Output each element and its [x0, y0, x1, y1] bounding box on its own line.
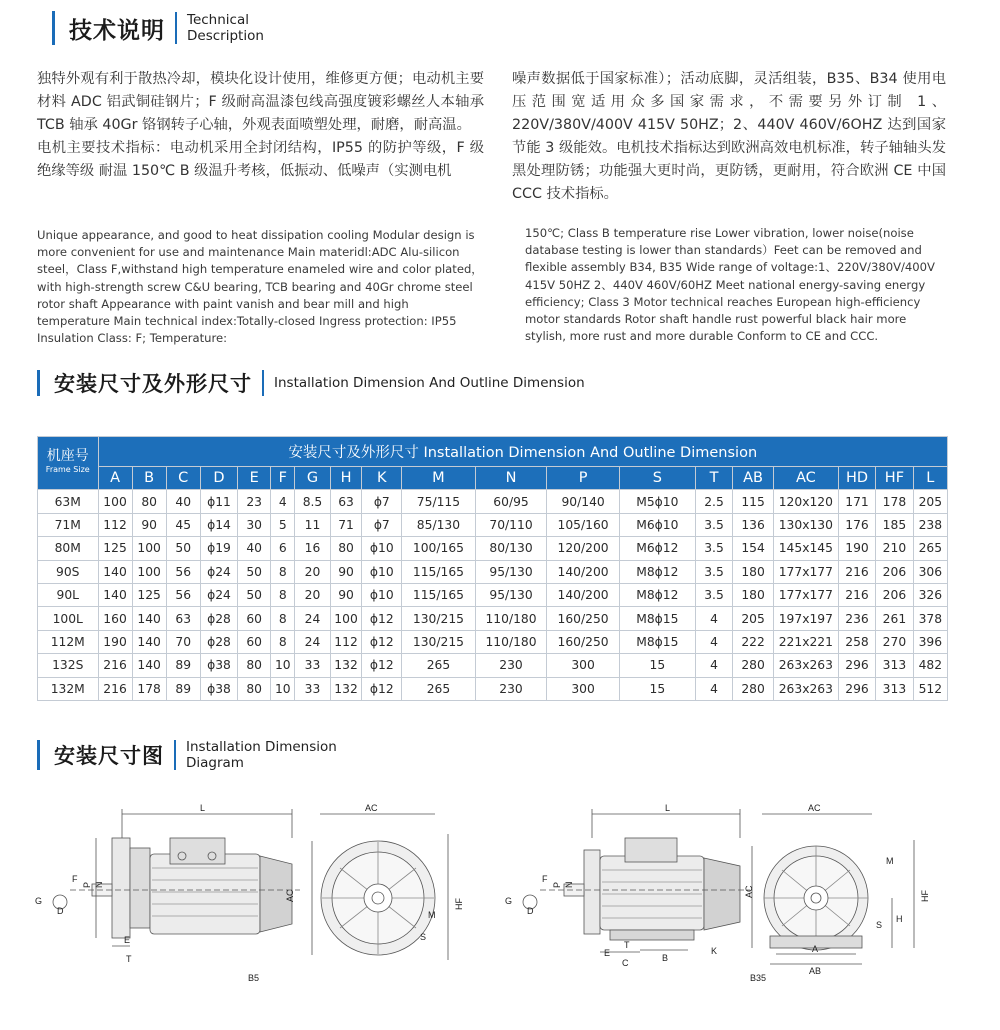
dimension-cell: 171 [838, 490, 875, 513]
dimension-cell: 263x263 [773, 654, 838, 677]
section-title-cn: 安装尺寸图 [54, 744, 164, 768]
table-row [38, 654, 948, 677]
terminal-box [625, 838, 677, 862]
label-d: D [527, 906, 534, 916]
dimension-cell: 89 [166, 677, 200, 700]
section-title-cn: 安装尺寸及外形尺寸 [54, 372, 252, 396]
dimension-cell: 60 [238, 607, 271, 630]
dimension-cell: 100 [132, 537, 166, 560]
dimension-cell: ϕ19 [200, 537, 237, 560]
dimension-cell: ϕ12 [362, 607, 402, 630]
dimension-cell: 197x197 [773, 607, 838, 630]
dimension-cell: 80 [238, 677, 271, 700]
dimension-cell: 80 [330, 537, 362, 560]
dimension-cell: ϕ38 [200, 654, 237, 677]
column-header-hd: HD [838, 467, 875, 490]
dimension-cell: 265 [402, 677, 476, 700]
label-p: P [82, 881, 92, 888]
dimension-cell: 296 [838, 677, 875, 700]
column-header-g: G [295, 467, 330, 490]
dimension-cell: 238 [913, 513, 947, 536]
table-row [38, 607, 948, 630]
dimension-cell: 95/130 [475, 583, 547, 606]
dimension-cell: 236 [838, 607, 875, 630]
dimension-cell: 40 [238, 537, 271, 560]
dimension-cell: 90 [330, 560, 362, 583]
dimension-cell: 15 [619, 654, 695, 677]
dimension-cell: 221x221 [773, 630, 838, 653]
label-g: G [35, 896, 43, 906]
dimension-cell: 258 [838, 630, 875, 653]
dimension-cell: 11 [295, 513, 330, 536]
section-title-en-line1: Technical [187, 12, 249, 28]
dimension-cell: 125 [98, 537, 132, 560]
dimension-cell: 396 [913, 630, 947, 653]
column-header-k: K [362, 467, 402, 490]
dimension-cell: 326 [913, 583, 947, 606]
frame-size-label-en: Frame Size [45, 465, 90, 475]
column-header-b: B [132, 467, 166, 490]
dimension-cell: 130/215 [402, 607, 476, 630]
dimension-cell: 70 [166, 630, 200, 653]
dimension-cell: 216 [838, 583, 875, 606]
caption-b35: B35 [750, 973, 767, 983]
terminal-box [170, 838, 225, 864]
frame-size-cell: 80M [38, 537, 99, 560]
dimension-cell: 300 [547, 654, 620, 677]
dimension-cell: 512 [913, 677, 947, 700]
dimension-cell: 140/200 [547, 560, 620, 583]
dimension-cell: 112 [98, 513, 132, 536]
dimension-cell: 90/140 [547, 490, 620, 513]
dimension-cell: 180 [733, 560, 774, 583]
label-t: T [624, 940, 630, 950]
dimension-cell: 8.5 [295, 490, 330, 513]
column-header-h: H [330, 467, 362, 490]
dimension-cell: 85/130 [402, 513, 476, 536]
frame-size-cell: 132M [38, 677, 99, 700]
caption-b5: B5 [248, 973, 260, 983]
dimension-cell: 15 [619, 677, 695, 700]
dimension-cell: 120x120 [773, 490, 838, 513]
dimension-cell: 216 [98, 677, 132, 700]
dimension-cell: 177x177 [773, 560, 838, 583]
dimension-cell: 115 [733, 490, 774, 513]
section-divider [174, 740, 176, 770]
feet [610, 930, 694, 940]
label-hf: HF [454, 898, 464, 910]
dimension-cell: 205 [913, 490, 947, 513]
dimension-cell: 190 [98, 630, 132, 653]
section-technical-header [52, 10, 264, 46]
dimension-cell: 112 [330, 630, 362, 653]
dimension-cell: 4 [695, 607, 732, 630]
dimension-cell: 100 [98, 490, 132, 513]
section-bar [52, 11, 55, 45]
dimension-cell: 4 [695, 630, 732, 653]
dimension-cell: 216 [98, 654, 132, 677]
dimension-cell: 120/200 [547, 537, 620, 560]
section-title-en-line2: Description [187, 28, 264, 44]
dimension-cell: 270 [876, 630, 913, 653]
section-diagram-header [37, 737, 337, 773]
dimension-cell: 230 [475, 677, 547, 700]
dimension-cell: 145x145 [773, 537, 838, 560]
motor-body [600, 856, 704, 930]
label-m: M [428, 910, 436, 920]
dimension-cell: 140 [132, 607, 166, 630]
frame-size-cell: 90S [38, 560, 99, 583]
label-ac-side: AC [285, 889, 295, 902]
section-title-en [187, 12, 264, 44]
dimension-cell: 10 [271, 677, 295, 700]
frame-size-cell: 71M [38, 513, 99, 536]
label-t: T [126, 954, 132, 964]
table-row [38, 560, 948, 583]
dimension-cell: ϕ10 [362, 583, 402, 606]
column-header-l: L [913, 467, 947, 490]
table-title: 安装尺寸及外形尺寸 Installation Dimension And Outline Dimension [98, 437, 948, 467]
tech-cn-para-3: 噪声数据低于国家标准）；活动底脚，灵活组装，B35、B34 使用电压范围宽适用众多国家需求，不需要另外订制 1、220V/380V/400V 415V 50HZ；2、440V 460V/6OHZ 达到国家节能 3 级能效。电机技术指标达到欧洲高效电机标准，转子轴轴头发黑处理防锈；功能强大更时尚，更防锈，更耐用，符合欧洲 CE 中国 CCC 技术指标。 [512, 71, 946, 202]
dimension-cell: 115/165 [402, 583, 476, 606]
dimension-cell: 10 [271, 654, 295, 677]
section-title-en-line1: Installation Dimension [186, 739, 337, 755]
table-row [38, 490, 948, 513]
dimension-cell: ϕ12 [362, 630, 402, 653]
frame-size-cell: 63M [38, 490, 99, 513]
dimension-cell: 185 [876, 513, 913, 536]
tech-text-en-right [525, 225, 945, 345]
dimension-cell: 261 [876, 607, 913, 630]
dimension-cell: 80 [238, 654, 271, 677]
label-n: N [564, 881, 574, 888]
dimension-cell: 4 [695, 654, 732, 677]
dimension-cell: 230 [475, 654, 547, 677]
frame-size-cell: 100L [38, 607, 99, 630]
dimension-cell: 130x130 [773, 513, 838, 536]
label-f: F [542, 874, 548, 884]
table-row [38, 677, 948, 700]
tech-cn-para-2: 电机主要技术指标：电动机采用全封闭结构，IP55 的防护等级，F 级绝缘等级 耐温 150℃ B 级温升考核，低振动、低噪声（实测电机 [37, 140, 484, 179]
table-body [38, 490, 948, 701]
dimension-cell: 222 [733, 630, 774, 653]
dimension-cell: 306 [913, 560, 947, 583]
column-header-m: M [402, 467, 476, 490]
dimension-cell: ϕ14 [200, 513, 237, 536]
dimension-cell: ϕ28 [200, 607, 237, 630]
dimension-cell: 136 [733, 513, 774, 536]
dimension-cell: 50 [238, 583, 271, 606]
frame-size-cell: 90L [38, 583, 99, 606]
dimension-cell: 177x177 [773, 583, 838, 606]
dimension-cell: 125 [132, 583, 166, 606]
dimension-cell: 56 [166, 560, 200, 583]
column-header-d: D [200, 467, 237, 490]
dimension-cell: 95/130 [475, 560, 547, 583]
column-header-e: E [238, 467, 271, 490]
section-title-cn: 技术说明 [69, 17, 165, 44]
dimension-cell: 60/95 [475, 490, 547, 513]
dimension-cell: 154 [733, 537, 774, 560]
column-header-f: F [271, 467, 295, 490]
dimension-cell: ϕ28 [200, 630, 237, 653]
dimension-cell: 132 [330, 677, 362, 700]
dimension-cell: 313 [876, 654, 913, 677]
dimension-cell: 50 [238, 560, 271, 583]
dimension-cell: 70/110 [475, 513, 547, 536]
dimension-cell: ϕ38 [200, 677, 237, 700]
dimension-cell: 263x263 [773, 677, 838, 700]
label-ac-side: AC [744, 885, 754, 898]
dimension-cell: 280 [733, 654, 774, 677]
dimension-cell: 296 [838, 654, 875, 677]
label-ab: AB [809, 966, 822, 976]
label-l: L [665, 803, 671, 813]
label-n: N [94, 881, 104, 888]
dimension-cell: M5ϕ10 [619, 490, 695, 513]
dimension-cell: 4 [695, 677, 732, 700]
dimension-cell: 80 [132, 490, 166, 513]
dimension-cell: 8 [271, 560, 295, 583]
dimension-cell: 75/115 [402, 490, 476, 513]
dimension-cell: 63 [166, 607, 200, 630]
dimension-cell: 45 [166, 513, 200, 536]
dimension-cell: ϕ7 [362, 490, 402, 513]
dimension-cell: 40 [166, 490, 200, 513]
section-divider [175, 12, 177, 44]
tech-en-para-left: Unique appearance, and good to heat dissipation cooling Modular design is more convenient for use and maintenance Main materidl:ADC Alu-silicon steel，Class F,withstand high temperature enameled wire and color plated，with high-strength screw C&U bearing, TCB bearing and 40Gr chrome steel rotor shaft Appearance with paint vanish and bear mill and high temperature Main technical index:Totally-closed Ingress protection: IP55 Insulation Class: F; Temperature: [37, 228, 483, 346]
tech-en-para-right: 150℃; Class B temperature rise Lower vibration, lower noise(noise database testing is lower than standards）Feet can be removed and flexible assembly B34, B35 Wide range of voltage:1、220V/380V/400V 415V 50HZ 2、440V 460V/60HZ Meet national energy-saving energy efficiency; Class 3 Motor technical reaches European high-efficiency motor standards Rotor shaft handle rust powerful black hair more stylish, more rust and more durable Conform to CE and CCC. [525, 226, 935, 344]
section-title-en: Installation Dimension And Outline Dimension [274, 375, 585, 391]
tech-text-en-left [37, 227, 484, 347]
dimension-cell: 110/180 [475, 607, 547, 630]
diagram-b5 [30, 798, 480, 988]
dimension-cell: 4 [271, 490, 295, 513]
label-b: B [662, 953, 669, 963]
dimension-cell: 50 [166, 537, 200, 560]
label-h: H [896, 914, 903, 924]
dimension-cell: 130/215 [402, 630, 476, 653]
dimension-cell: 5 [271, 513, 295, 536]
table-row [38, 513, 948, 536]
frame-size-header [38, 437, 99, 490]
dimension-cell: 132 [330, 654, 362, 677]
dimension-cell: 6 [271, 537, 295, 560]
dimension-cell: 210 [876, 537, 913, 560]
dimension-cell: 24 [295, 630, 330, 653]
dimension-cell: 482 [913, 654, 947, 677]
dimension-cell: 100 [132, 560, 166, 583]
dimension-cell: ϕ24 [200, 583, 237, 606]
label-p: P [552, 881, 562, 888]
dimension-cell: 160/250 [547, 630, 620, 653]
section-bar [37, 740, 40, 770]
tech-cn-para-1: 独特外观有利于散热冷却，模块化设计使用，维修更方便；电动机主要材料 ADC 铝武铜硅钢片；F 级耐高温漆包线高强度镀彩螺丝人本轴承 TCB 轴承 40Gr 铬钢转子心轴，外观表面喷塑处理，耐磨，耐高温。 [37, 71, 484, 133]
label-ac-top: AC [808, 803, 821, 813]
dimension-cell: 23 [238, 490, 271, 513]
dimension-cell: M8ϕ12 [619, 583, 695, 606]
label-k: K [711, 946, 718, 956]
tech-text-cn-left [37, 68, 484, 183]
dimension-cell: 90 [330, 583, 362, 606]
table-row [38, 583, 948, 606]
dimension-cell: ϕ7 [362, 513, 402, 536]
label-f: F [72, 874, 78, 884]
dimension-cell: 90 [132, 513, 166, 536]
table-row [38, 537, 948, 560]
section-divider [262, 370, 264, 396]
dimension-cell: 280 [733, 677, 774, 700]
dimension-cell: 60 [238, 630, 271, 653]
label-s: S [876, 920, 883, 930]
column-header-ac: AC [773, 467, 838, 490]
dimension-cell: ϕ11 [200, 490, 237, 513]
flange [112, 838, 130, 938]
dimension-cell: 178 [132, 677, 166, 700]
label-g: G [505, 896, 513, 906]
dimension-cell: 140 [98, 583, 132, 606]
column-header-ab: AB [733, 467, 774, 490]
dimension-cell: ϕ12 [362, 654, 402, 677]
dimension-cell: 56 [166, 583, 200, 606]
dimension-cell: 176 [838, 513, 875, 536]
dimension-cell: 16 [295, 537, 330, 560]
flange [584, 850, 600, 934]
dimension-cell: 160 [98, 607, 132, 630]
dimension-cell: 206 [876, 583, 913, 606]
motor-body [150, 854, 260, 934]
label-c: C [622, 958, 629, 968]
fan-cover [704, 858, 740, 930]
dimension-cell: ϕ10 [362, 560, 402, 583]
dimension-cell: 8 [271, 607, 295, 630]
column-header-n: N [475, 467, 547, 490]
label-ac-top: AC [365, 803, 378, 813]
dimension-cell: 2.5 [695, 490, 732, 513]
dimension-cell: 8 [271, 630, 295, 653]
label-hf: HF [920, 890, 930, 902]
dimension-cell: 115/165 [402, 560, 476, 583]
dimension-cell: ϕ12 [362, 677, 402, 700]
column-header-hf: HF [876, 467, 913, 490]
column-header-s: S [619, 467, 695, 490]
dimension-table [37, 436, 948, 701]
dimension-cell: ϕ24 [200, 560, 237, 583]
diagram-b35 [500, 798, 950, 988]
frame-size-cell: 112M [38, 630, 99, 653]
dimension-cell: 105/160 [547, 513, 620, 536]
dimension-cell: 140/200 [547, 583, 620, 606]
dimension-cell: M8ϕ15 [619, 607, 695, 630]
dimension-cell: 3.5 [695, 560, 732, 583]
dimension-cell: 216 [838, 560, 875, 583]
dimension-cell: 3.5 [695, 583, 732, 606]
dimension-cell: M6ϕ10 [619, 513, 695, 536]
dimension-cell: 140 [132, 654, 166, 677]
dimension-cell: 378 [913, 607, 947, 630]
dimension-cell: 80/130 [475, 537, 547, 560]
dimension-cell: 20 [295, 560, 330, 583]
dimension-cell: 33 [295, 677, 330, 700]
label-s: S [420, 932, 427, 942]
dimension-cell: 313 [876, 677, 913, 700]
dimension-cell: 206 [876, 560, 913, 583]
section-dimension-header [37, 367, 585, 399]
dimension-cell: 8 [271, 583, 295, 606]
dimension-cell: 63 [330, 490, 362, 513]
dimension-cell: 190 [838, 537, 875, 560]
dimension-cell: 205 [733, 607, 774, 630]
dimension-cell: 89 [166, 654, 200, 677]
dimension-cell: M8ϕ15 [619, 630, 695, 653]
column-header-c: C [166, 467, 200, 490]
dimension-cell: M8ϕ12 [619, 560, 695, 583]
table-row [38, 630, 948, 653]
dimension-cell: 33 [295, 654, 330, 677]
dimension-cell: 20 [295, 583, 330, 606]
dimension-cell: 3.5 [695, 513, 732, 536]
label-m: M [886, 856, 894, 866]
dimension-cell: 160/250 [547, 607, 620, 630]
section-title-en [186, 739, 337, 771]
dimension-cell: 24 [295, 607, 330, 630]
label-d: D [57, 906, 64, 916]
dimension-cell: 71 [330, 513, 362, 536]
dimension-cell: 30 [238, 513, 271, 536]
section-bar [37, 370, 40, 396]
dimension-cell: 100/165 [402, 537, 476, 560]
table-column-header-row [38, 467, 948, 490]
dimension-cell: 110/180 [475, 630, 547, 653]
section-title-en-line2: Diagram [186, 755, 244, 771]
dimension-cell: 265 [913, 537, 947, 560]
label-l: L [200, 803, 206, 813]
dimension-cell: 180 [733, 583, 774, 606]
table-title-row [38, 437, 948, 467]
label-e: E [604, 948, 611, 958]
dimension-cell: 3.5 [695, 537, 732, 560]
dimension-cell: M6ϕ12 [619, 537, 695, 560]
dimension-cell: 140 [132, 630, 166, 653]
dimension-cell: ϕ10 [362, 537, 402, 560]
dimension-cell: 100 [330, 607, 362, 630]
dimension-cell: 140 [98, 560, 132, 583]
dimension-cell: 265 [402, 654, 476, 677]
column-header-p: P [547, 467, 620, 490]
column-header-a: A [98, 467, 132, 490]
frame-size-label-cn: 机座号 [46, 448, 89, 465]
frame-size-cell: 132S [38, 654, 99, 677]
label-e: E [124, 935, 131, 945]
column-header-t: T [695, 467, 732, 490]
label-a: A [812, 944, 819, 954]
dimension-cell: 300 [547, 677, 620, 700]
tech-text-cn-right [512, 68, 946, 206]
dimension-cell: 178 [876, 490, 913, 513]
